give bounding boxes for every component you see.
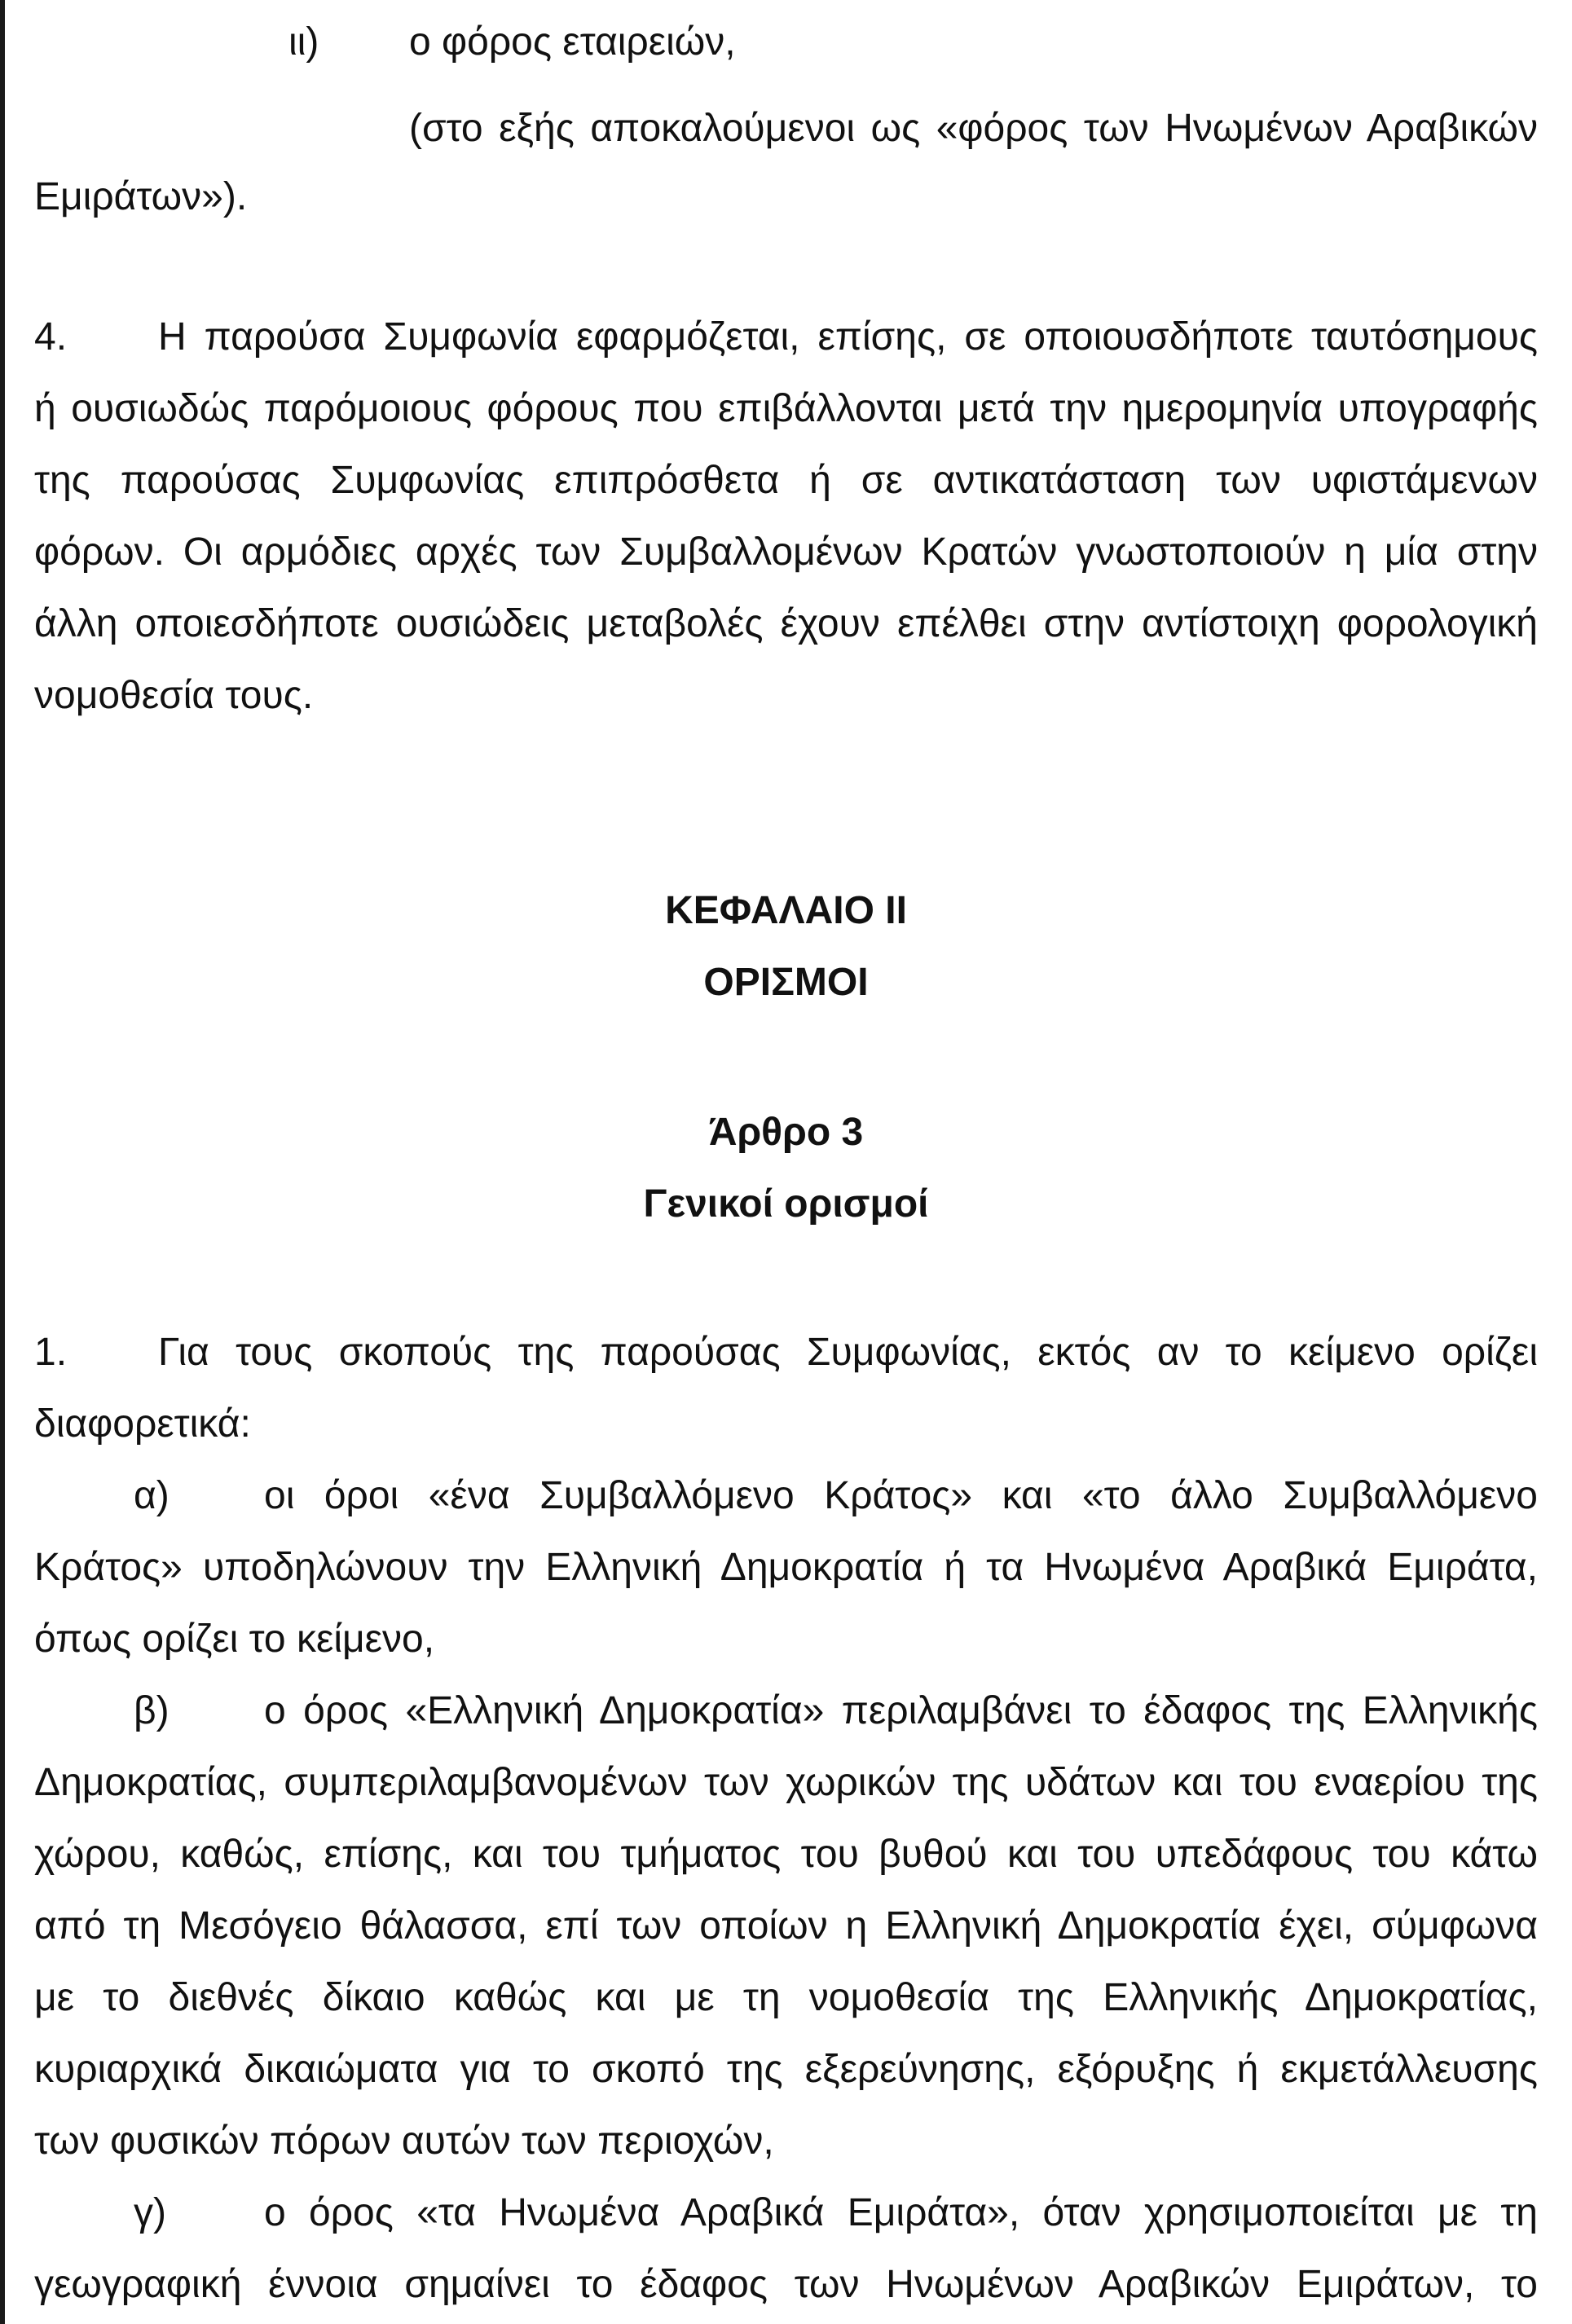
item-b-line-1: ο όρος «Ελληνική Δημοκρατία» περιλαμβάνει το έδαφος της Ελληνικής — [264, 1689, 1538, 1732]
item-a-marker: α) — [134, 1474, 170, 1517]
para-4-line-5: άλλη οποιεσδήποτε ουσιώδεις μεταβολές έχουν επέλθει στην αντίστοιχη φορολογική — [34, 602, 1538, 645]
item-ii-text: ο φόρος εταιρειών, — [409, 20, 736, 64]
chapter-subtitle: ΟΡΙΣΜΟΙ — [703, 961, 869, 1004]
item-a-line-1: οι όροι «ένα Συμβαλλόμενο Κράτος» και «το άλλο Συμβαλλόμενο — [264, 1474, 1538, 1517]
para-4-line-4: φόρων. Οι αρμόδιες αρχές των Συμβαλλομένων Κρατών γνωστοποιούν η μία στην — [34, 530, 1538, 574]
item-a-line-3: όπως ορίζει το κείμενο, — [34, 1618, 435, 1661]
para-1-number: 1. — [34, 1331, 68, 1374]
para-4-line-3: της παρούσας Συμφωνίας επιπρόσθετα ή σε αντικατάσταση των υφιστάμενων — [34, 459, 1538, 502]
item-a-line-2: Κράτος» υποδηλώνουν την Ελληνική Δημοκρατία ή τα Ηνωμένα Αραβικά Εμιράτα, — [34, 1546, 1538, 1589]
para-1-line-2: διαφορετικά: — [34, 1402, 251, 1446]
item-b-marker: β) — [134, 1689, 170, 1732]
document-page — [34, 0, 1538, 2324]
designation-line-1: (στο εξής αποκαλούμενοι ως «φόρος των Ηνωμένων Αραβικών — [409, 107, 1538, 150]
article-subtitle: Γενικοί ορισμοί — [643, 1182, 929, 1226]
item-b-line-4: από τη Μεσόγειο θάλασσα, επί των οποίων η Ελληνική Δημοκρατία έχει, σύμφωνα — [34, 1904, 1538, 1948]
para-4-line-6: νομοθεσία τους. — [34, 674, 314, 717]
item-c-marker: γ) — [134, 2191, 166, 2234]
item-b-line-7: των φυσικών πόρων αυτών των περιοχών, — [34, 2119, 774, 2163]
para-4-number: 4. — [34, 315, 68, 359]
item-c-line-2: γεωγραφική έννοια σημαίνει το έδαφος των Ηνωμένων Αραβικών Εμιράτων, το — [34, 2263, 1538, 2306]
para-1-line-1: Για τους σκοπούς της παρούσας Συμφωνίας, εκτός αν το κείμενο ορίζει — [158, 1331, 1538, 1374]
item-b-line-5: με το διεθνές δίκαιο καθώς και με τη νομοθεσία της Ελληνικής Δημοκρατίας, — [34, 1976, 1538, 2019]
article-title: Άρθρο 3 — [708, 1111, 864, 1154]
item-ii-marker: ιι) — [288, 20, 319, 64]
item-b-line-6: κυριαρχικά δικαιώματα για το σκοπό της εξερεύνησης, εξόρυξης ή εκμετάλλευσης — [34, 2048, 1538, 2091]
para-4-line-2: ή ουσιωδώς παρόμοιους φόρους που επιβάλλονται μετά την ημερομηνία υπογραφής — [34, 387, 1538, 430]
designation-line-2: Εμιράτων»). — [34, 175, 248, 218]
chapter-title: ΚΕΦΑΛΑΙΟ ΙΙ — [665, 889, 907, 932]
para-4-line-1: Η παρούσα Συμφωνία εφαρμόζεται, επίσης, σε οποιουσδήποτε ταυτόσημους — [158, 315, 1538, 359]
item-b-line-3: χώρου, καθώς, επίσης, και του τμήματος του βυθού και του υπεδάφους του κάτω — [34, 1833, 1538, 1876]
left-margin-rule — [0, 0, 5, 2324]
item-c-line-1: ο όρος «τα Ηνωμένα Αραβικά Εμιράτα», όταν χρησιμοποιείται με τη — [264, 2191, 1538, 2234]
item-b-line-2: Δημοκρατίας, συμπεριλαμβανομένων των χωρικών της υδάτων και του εναερίου της — [34, 1761, 1538, 1804]
